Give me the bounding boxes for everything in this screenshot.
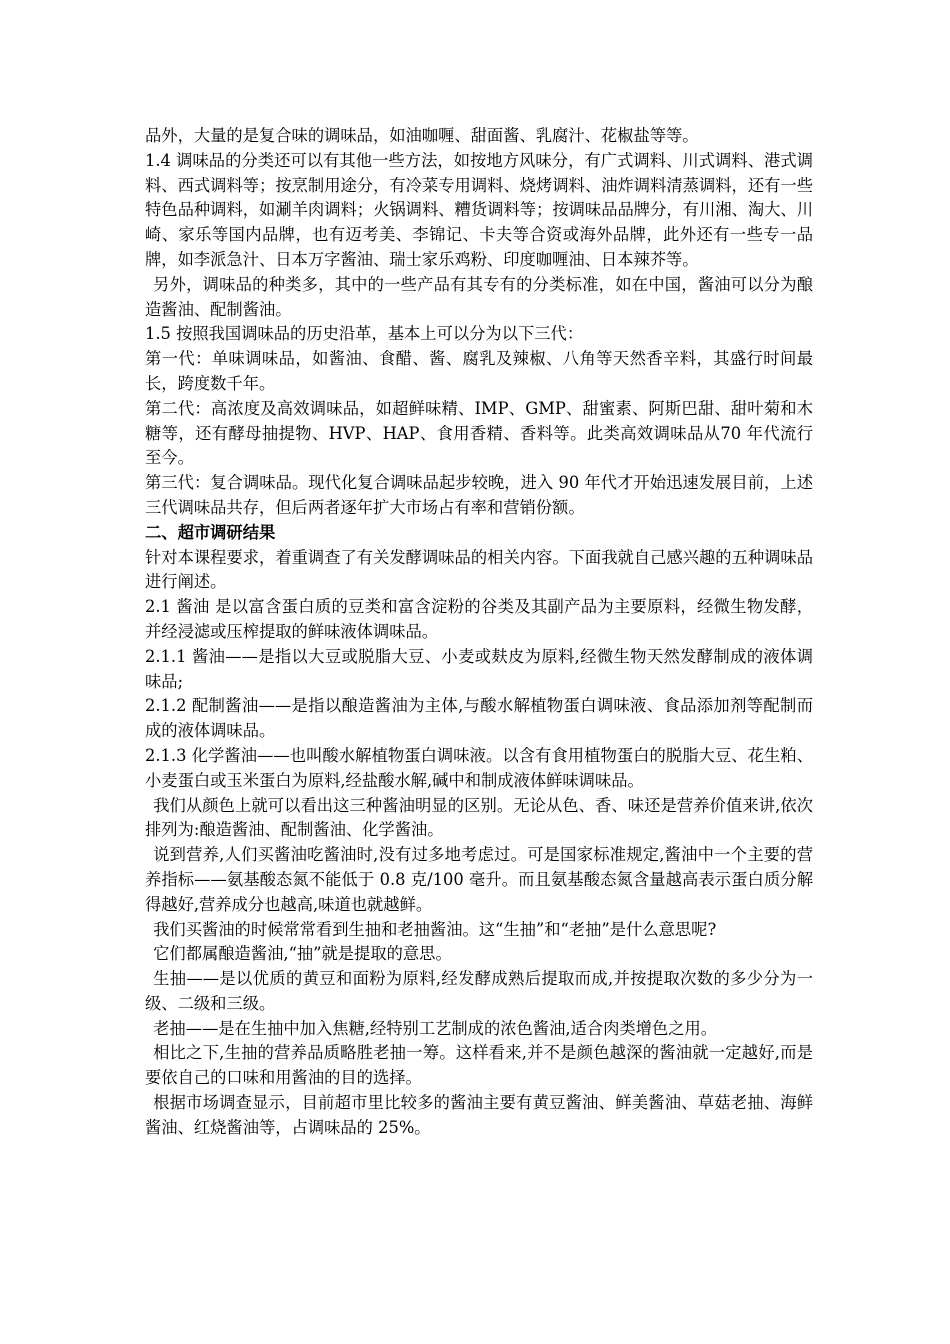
paragraph-2-1-soy-sauce: 2.1 酱油 是以富含蛋白质的豆类和富含淀粉的谷类及其副产品为主要原料，经微生物发酵，并经浸滤或压榨提取的鲜味液体调味品。	[145, 597, 813, 641]
paragraph-2-1-2-blended: 2.1.2 配制酱油——是指以酿造酱油为主体,与酸水解植物蛋白调味液、食品添加剂等配制而成的液体调味品。	[145, 696, 813, 741]
paragraph-continuation: 品外，大量的是复合味的调味品，如油咖喱、甜面酱、乳腐汁、花椒盐等等。	[145, 126, 699, 145]
paragraph-2-1-3-chemical: 2.1.3 化学酱油——也叫酸水解植物蛋白调味液。以含有食用植物蛋白的脱脂大豆、花生粕、小麦蛋白或玉米蛋白为原料,经盐酸水解,碱中和制成液体鲜味调味品。	[145, 745, 813, 790]
paragraph-2-1-1-brewed: 2.1.1 酱油——是指以大豆或脱脂大豆、小麦或麸皮为原料,经微生物天然发酵制成的液体调味品;	[145, 646, 813, 691]
paragraph-market-survey: 根据市场调查显示，目前超市里比较多的酱油主要有黄豆酱油、鲜美酱油、草菇老抽、海鲜酱油、红烧酱油等，占调味品的 25%。	[145, 1093, 813, 1137]
paragraph-second-generation: 第二代：高浓度及高效调味品，如超鲜味精、IMP、GMP、甜蜜素、阿斯巴甜、甜叶菊和木糖等，还有酵母抽提物、HVP、HAP、食用香精、香料等。此类高效调味品从70 年代流行至今。	[145, 398, 813, 468]
paragraph-1-4-classification: 1.4 调味品的分类还可以有其他一些方法，如按地方风味分，有广式调料、川式调料、港式调料、西式调料等；按烹制用途分，有冷菜专用调料、烧烤调料、油炸调料清蒸调料，还有一些特色品种调料，如涮羊肉调料；火锅调料、糟货调料等；按调味品品牌分，有川湘、淘大、川崎、家乐等国内品牌，也有迈考美、李锦记、卡夫等合资或海外品牌，此外还有一些专一品牌，如李派急汁、日本万字酱油、瑞士家乐鸡粉、印度咖喱油、日本辣芥等。	[145, 150, 813, 269]
paragraph-soy-sauce-standard: 另外，调味品的种类多，其中的一些产品有其专有的分类标准，如在中国，酱油可以分为酿造酱油、配制酱油。	[145, 274, 813, 319]
paragraph-nutrition: 说到营养,人们买酱油吃酱油时,没有过多地考虑过。可是国家标准规定,酱油中一个主要的营养指标——氨基酸态氮不能低于 0.8 克/100 毫升。而且氨基酸态氮含量越高表示蛋白质分解得越好,营养成分也越高,味道也就越鲜。	[145, 845, 813, 914]
paragraph-first-generation: 第一代：单味调味品，如酱油、食醋、酱、腐乳及辣椒、八角等天然香辛料，其盛行时间最长，跨度数千年。	[145, 349, 813, 393]
document-page	[145, 124, 813, 1141]
paragraph-comparison: 相比之下,生抽的营养品质略胜老抽一筹。这样看来,并不是颜色越深的酱油就一定越好,而是要依自己的口味和用酱油的目的选择。	[145, 1043, 813, 1088]
paragraph-light-soy: 生抽——是以优质的黄豆和面粉为原料,经发酵成熟后提取而成,并按提取次数的多少分为一级、二级和三级。	[145, 969, 813, 1013]
paragraph-light-dark-question: 我们买酱油的时候常常看到生抽和老抽酱油。这“生抽”和“老抽”是什么意思呢?	[153, 919, 717, 939]
paragraph-survey-intro: 针对本课程要求，着重调查了有关发酵调味品的相关内容。下面我就自己感兴趣的五种调味品进行阐述。	[145, 547, 813, 592]
paragraph-color-difference: 我们从颜色上就可以看出这三种酱油明显的区别。无论从色、香、味还是营养价值来讲,依次排列为:酿造酱油、配制酱油、化学酱油。	[145, 795, 813, 840]
paragraph-dark-soy: 老抽——是在生抽中加入焦糖,经特别工艺制成的浓色酱油,适合肉类增色之用。	[153, 1018, 718, 1038]
paragraph-1-5-history: 1.5 按照我国调味品的历史沿革，基本上可以分为以下三代：	[145, 324, 584, 344]
paragraph-third-generation: 第三代：复合调味品。现代化复合调味品起步较晚，进入 90 年代才开始迅速发展目前，上述三代调味品共存，但后两者逐年扩大市场占有率和营销份额。	[145, 473, 813, 517]
section-heading-survey-results: 二、超市调研结果	[145, 522, 276, 542]
paragraph-brewed-meaning: 它们都属酿造酱油,“抽”就是提取的意思。	[153, 944, 452, 964]
